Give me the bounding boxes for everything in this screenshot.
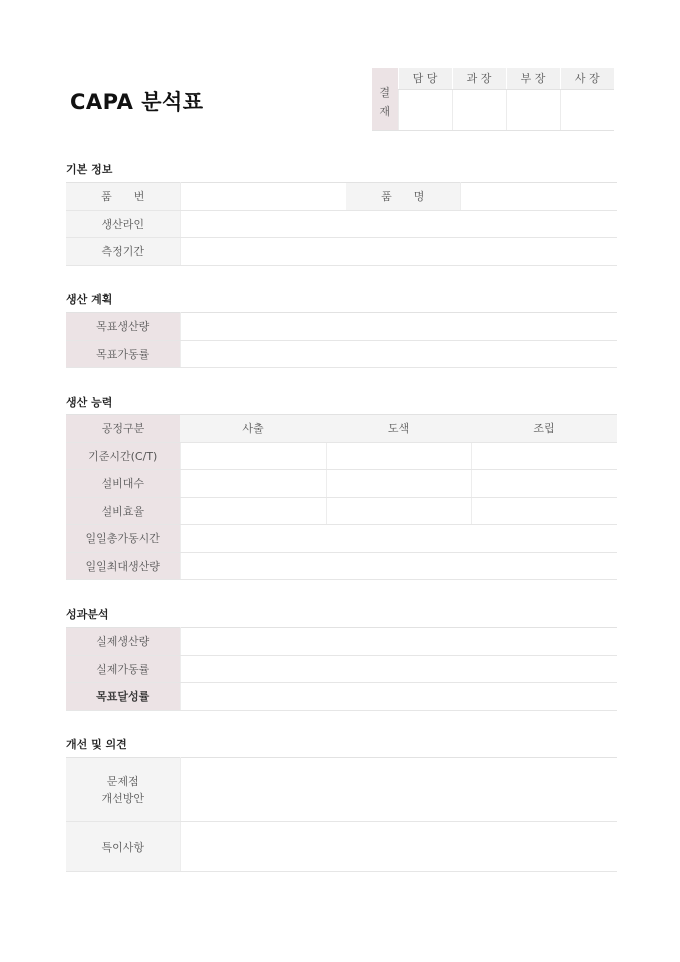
- approval-role-manager: 과 장: [452, 68, 506, 89]
- measurement-period-field[interactable]: [180, 238, 617, 266]
- page-title: CAPA 분석표: [70, 90, 204, 114]
- approval-label-line2: 재: [379, 104, 391, 118]
- table-row: [66, 183, 617, 211]
- table-row: [66, 552, 617, 580]
- cycle-time-label: 기준시간(C/T): [66, 442, 180, 470]
- approval-role-staff: 담 당: [398, 68, 452, 89]
- equipment-count-injection-field[interactable]: [180, 470, 326, 498]
- process-type-label: 공정구분: [66, 415, 180, 443]
- actual-quantity-label: 실제생산량: [66, 628, 180, 656]
- remarks-label: 특이사항: [66, 822, 180, 872]
- table-row: [66, 822, 617, 872]
- approval-role-director: 부 장: [506, 68, 560, 89]
- cycle-time-injection-field[interactable]: [180, 442, 326, 470]
- daily-total-time-label: 일일총가동시간: [66, 525, 180, 553]
- process-assembly-header: 조립: [471, 415, 617, 443]
- table-row: [66, 442, 617, 470]
- process-injection-header: 사출: [180, 415, 326, 443]
- production-line-label: 생산라인: [66, 210, 180, 238]
- table-row: [66, 497, 617, 525]
- achievement-rate-field[interactable]: [180, 683, 617, 711]
- signature-box-staff[interactable]: [398, 89, 452, 130]
- section-title-capacity: 생산 능력: [66, 396, 113, 409]
- improvement-table: [66, 757, 617, 872]
- target-rate-label: 목표가동률: [66, 340, 180, 368]
- signature-box-manager[interactable]: [452, 89, 506, 130]
- actual-rate-field[interactable]: [180, 655, 617, 683]
- achievement-rate-label: 목표달성률: [66, 683, 180, 711]
- equipment-count-assembly-field[interactable]: [471, 470, 617, 498]
- equipment-count-label: 설비대수: [66, 470, 180, 498]
- table-row: [66, 415, 617, 443]
- daily-max-output-label: 일일최대생산량: [66, 552, 180, 580]
- production-line-field[interactable]: [180, 210, 617, 238]
- section-title-improvement: 개선 및 의견: [66, 738, 127, 751]
- table-row: [66, 628, 617, 656]
- actual-quantity-field[interactable]: [180, 628, 617, 656]
- target-rate-field[interactable]: [180, 340, 617, 368]
- table-row: [66, 210, 617, 238]
- daily-total-time-field[interactable]: [180, 525, 617, 553]
- approval-box: [372, 68, 614, 131]
- target-quantity-label: 목표생산량: [66, 313, 180, 341]
- improvement-plan-label: 개선방안: [101, 791, 144, 805]
- section-title-results: 성과분석: [66, 608, 109, 621]
- table-row: [66, 340, 617, 368]
- results-table: [66, 627, 617, 711]
- section-title-basic-info: 기본 정보: [66, 163, 113, 176]
- item-number-field[interactable]: [180, 183, 346, 211]
- measurement-period-label: 측정기간: [66, 238, 180, 266]
- approval-label-line1: 결: [379, 85, 391, 99]
- section-title-production-plan: 생산 계획: [66, 293, 113, 306]
- cycle-time-assembly-field[interactable]: [471, 442, 617, 470]
- signature-box-director[interactable]: [506, 89, 560, 130]
- item-number-label: 품 번: [66, 183, 180, 211]
- approval-role-president: 사 장: [560, 68, 614, 89]
- table-row: [66, 525, 617, 553]
- table-row: [66, 758, 617, 822]
- equipment-efficiency-injection-field[interactable]: [180, 497, 326, 525]
- problem-improvement-field[interactable]: [180, 758, 617, 822]
- equipment-count-painting-field[interactable]: [326, 470, 471, 498]
- cycle-time-painting-field[interactable]: [326, 442, 471, 470]
- approval-label: [372, 68, 398, 130]
- item-name-label: 품 명: [346, 183, 460, 211]
- daily-max-output-field[interactable]: [180, 552, 617, 580]
- table-row: [66, 655, 617, 683]
- item-name-field[interactable]: [460, 183, 617, 211]
- table-row: [66, 238, 617, 266]
- actual-rate-label: 실제가동률: [66, 655, 180, 683]
- signature-box-president[interactable]: [560, 89, 614, 130]
- equipment-efficiency-painting-field[interactable]: [326, 497, 471, 525]
- table-row: [66, 313, 617, 341]
- process-painting-header: 도색: [326, 415, 471, 443]
- table-row: [66, 470, 617, 498]
- table-row: [66, 683, 617, 711]
- problem-label: 문제점: [106, 774, 139, 788]
- capacity-table: [66, 414, 617, 580]
- equipment-efficiency-assembly-field[interactable]: [471, 497, 617, 525]
- basic-info-table: [66, 182, 617, 266]
- problem-improvement-label: [66, 758, 180, 822]
- target-quantity-field[interactable]: [180, 313, 617, 341]
- production-plan-table: [66, 312, 617, 368]
- equipment-efficiency-label: 설비효율: [66, 497, 180, 525]
- remarks-field[interactable]: [180, 822, 617, 872]
